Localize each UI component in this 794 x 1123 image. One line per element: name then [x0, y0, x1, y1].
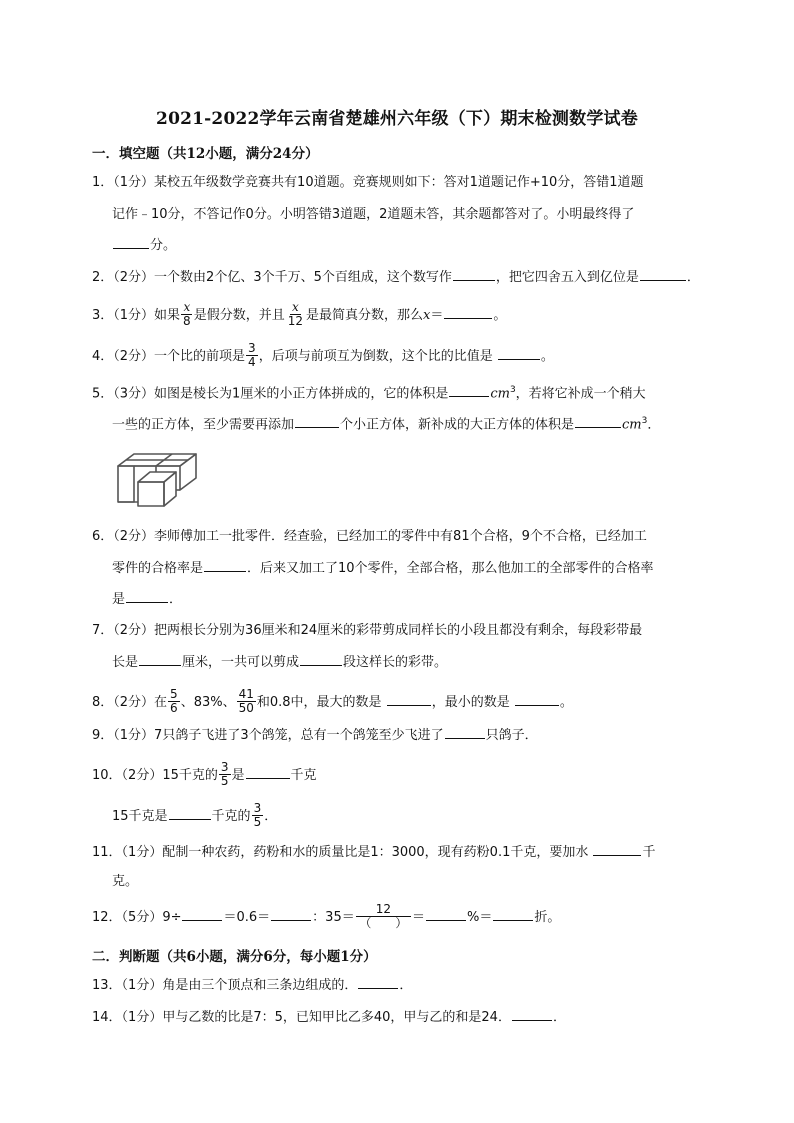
answer-blank[interactable] — [139, 653, 181, 666]
fraction — [237, 688, 256, 715]
numerator: 3 — [248, 341, 256, 355]
question-2-text-a: 2．（2分）一个数由2个亿、3个千万、5个百组成，这个数写作 — [92, 270, 452, 285]
question-2-text-b: ，把它四舍五入到亿位是 — [495, 270, 639, 285]
answer-blank[interactable] — [126, 590, 168, 603]
answer-blank[interactable] — [593, 843, 641, 856]
page-title: 2021-2022学年云南省楚雄州六年级（下）期末检测数学试卷 — [156, 109, 638, 129]
question-14-text-a: 14．（1分）甲与乙数的比是7：5，已知甲比乙多40，甲与乙的和是24． — [92, 1010, 511, 1025]
question-6-tail: ． — [169, 592, 183, 607]
answer-blank[interactable] — [426, 908, 466, 921]
equals-sign: ＝ — [430, 308, 444, 323]
question-4-tail: 。 — [540, 349, 554, 364]
cube-figure — [112, 446, 202, 508]
question-12 — [92, 904, 560, 931]
question-12-text-a: 12．（5分）9÷ — [92, 910, 182, 925]
answer-blank[interactable] — [515, 693, 559, 706]
answer-blank[interactable] — [295, 415, 339, 428]
answer-blank[interactable] — [204, 559, 246, 572]
question-3-text-b: 是假分数，并且 — [193, 308, 285, 323]
answer-blank[interactable] — [169, 807, 211, 820]
question-5-text-c: 一些的正方体，至少需要再添加 — [112, 417, 295, 433]
question-10-line-1 — [92, 762, 317, 789]
answer-blank[interactable] — [113, 236, 149, 249]
fraction — [286, 301, 305, 328]
question-3-tail: 。 — [493, 308, 507, 323]
fraction — [168, 688, 180, 715]
question-10-text-d: 15千克是 — [112, 809, 168, 824]
question-5-line-2 — [112, 412, 660, 434]
answer-blank[interactable] — [271, 908, 311, 921]
question-11-line-1 — [92, 843, 656, 862]
question-11-line-2: 克。 — [112, 874, 139, 889]
question-10-text-e: 千克的 — [211, 809, 251, 824]
numerator: 3 — [220, 760, 229, 774]
answer-blank[interactable] — [358, 976, 398, 989]
question-14 — [92, 1008, 566, 1027]
answer-blank[interactable] — [575, 415, 621, 428]
question-8-text-c: 和0.8中，最大的数是 — [256, 695, 382, 710]
question-6-text-c: ．后来又加工了10个零件，全部合格，那么他加工的全部零件的合格率 — [247, 561, 654, 576]
answer-blank[interactable] — [445, 726, 485, 739]
answer-blank[interactable] — [453, 268, 495, 281]
question-7-line-2 — [112, 653, 447, 672]
question-12-text-b: ＝0.6＝ — [223, 910, 271, 925]
question-12-text-c: ：35＝ — [312, 910, 355, 925]
denominator: 5 — [220, 774, 229, 788]
variable-x: x — [423, 308, 431, 323]
question-5-text-d: 个小正方体，新补成的大正方体的体积是 — [340, 417, 575, 433]
question-9-text-a: 9．（1分）7只鸽子飞进了3个鸽笼，总有一个鸽笼至少飞进了 — [92, 728, 444, 743]
question-5-text-a: 5．（3分）如图是棱长为1厘米的小正方体拼成的，它的体积是 — [92, 386, 449, 402]
question-6-text-b: 零件的合格率是 — [112, 561, 204, 576]
question-8-text-a: 8．（2分）在 — [92, 695, 168, 710]
answer-blank[interactable] — [444, 306, 492, 319]
question-5-text-b: ，若将它补成一个稍大 — [515, 386, 646, 402]
numerator: 12 — [356, 903, 411, 917]
question-6-text-d: 是 — [112, 592, 126, 607]
question-8 — [92, 689, 573, 716]
question-8-text-b: 、83%、 — [180, 695, 236, 710]
question-11-text-b: 千 — [642, 845, 656, 860]
question-9-tail: 只鸽子． — [485, 728, 538, 743]
question-12-text-e: %＝ — [467, 910, 493, 925]
question-4-text-b: ，后项与前项互为倒数，这个比的比值是 — [258, 349, 493, 364]
denominator: 6 — [170, 701, 178, 715]
answer-blank[interactable] — [182, 908, 222, 921]
fraction — [356, 903, 411, 930]
question-3-text-a: 3．（1分）如果 — [92, 308, 181, 323]
question-8-text-d: ，最小的数是 — [431, 695, 510, 710]
question-1-line-3 — [112, 236, 176, 255]
numerator: 41 — [238, 687, 254, 701]
question-4-text-a: 4．（2分）一个比的前项是 — [92, 349, 246, 364]
question-13-tail: ． — [399, 978, 413, 993]
question-4 — [92, 343, 554, 370]
question-14-tail: ． — [552, 1010, 566, 1025]
question-3-text-c: 是最简真分数，那么 — [305, 308, 423, 323]
denominator: 12 — [287, 314, 303, 328]
unit-exponent: 3 — [641, 416, 648, 426]
answer-blank[interactable] — [493, 908, 533, 921]
numerator: x — [291, 300, 299, 314]
question-3 — [92, 302, 506, 329]
question-6-line-2 — [112, 559, 654, 578]
denominator: 4 — [248, 355, 256, 369]
question-8-tail: 。 — [559, 695, 573, 710]
denominator: 5 — [253, 815, 262, 829]
answer-blank[interactable] — [498, 347, 540, 360]
question-2 — [92, 268, 700, 287]
answer-blank[interactable] — [512, 1008, 552, 1021]
question-13-text-a: 13．（1分）角是由三个顶点和三条边组成的． — [92, 978, 358, 993]
question-12-text-d: ＝ — [412, 910, 426, 925]
question-10-text-c: 千克 — [290, 768, 317, 783]
fraction — [252, 802, 264, 829]
question-2-text-c: ． — [686, 270, 700, 285]
fraction — [219, 761, 231, 788]
question-10-tail: ． — [264, 809, 278, 824]
question-10-text-b: 是 — [231, 768, 245, 783]
answer-blank[interactable] — [300, 653, 342, 666]
answer-blank[interactable] — [246, 766, 290, 779]
section-heading-true-false: 二．判断题（共6小题，满分6分，每小题1分） — [92, 949, 377, 965]
question-6-line-1: 6．（2分）李师傅加工一批零件．经查验，已经加工的零件中有81个合格，9个不合格，已经加工 — [92, 529, 647, 544]
denominator: 50 — [238, 701, 254, 715]
answer-blank[interactable] — [387, 693, 431, 706]
unit-cm: cm — [490, 386, 510, 402]
question-1-line-2: 记作﹣10分，不答记作0分。小明答错3道题，2道题未答，其余题都答对了。小明最终得了 — [112, 207, 635, 222]
unit-exponent: 3 — [509, 385, 516, 395]
question-12-tail: 折。 — [534, 910, 561, 925]
question-1-line-1: 1．（1分）某校五年级数学竞赛共有10道题。竞赛规则如下：答对1道题记作+10分，答错1道题 — [92, 175, 644, 190]
unit-cm: cm — [622, 417, 642, 433]
answer-blank[interactable] — [449, 384, 489, 397]
question-1-tail: 分。 — [150, 238, 177, 253]
question-5-tail: ． — [647, 417, 661, 433]
question-5-line-1 — [92, 381, 646, 403]
question-7-tail: 段这样长的彩带。 — [343, 655, 448, 670]
question-6-line-3 — [112, 590, 182, 609]
denominator: 8 — [183, 314, 191, 328]
fraction — [246, 342, 258, 369]
numerator: 5 — [170, 687, 178, 701]
fraction — [181, 301, 193, 328]
question-10-text-a: 10．（2分）15千克的 — [92, 768, 218, 783]
question-7-line-1: 7．（2分）把两根长分别为36厘米和24厘米的彩带剪成同样长的小段且都没有剩余，每段彩带最 — [92, 623, 643, 638]
answer-blank[interactable] — [640, 268, 686, 281]
numerator: 3 — [253, 801, 262, 815]
question-11-text-a: 11．（1分）配制一种农药，药粉和水的质量比是1：3000，现有药粉0.1千克，要加水 — [92, 845, 589, 860]
denominator[interactable]: （ ） — [359, 916, 408, 930]
question-7-text-c: 厘米，一共可以剪成 — [182, 655, 300, 670]
section-heading-fill-in: 一．填空题（共12小题，满分24分） — [92, 146, 319, 162]
question-9 — [92, 726, 538, 745]
question-13 — [92, 976, 412, 995]
numerator: x — [183, 300, 191, 314]
question-7-text-b: 长是 — [112, 655, 139, 670]
question-10-line-2 — [112, 803, 277, 830]
